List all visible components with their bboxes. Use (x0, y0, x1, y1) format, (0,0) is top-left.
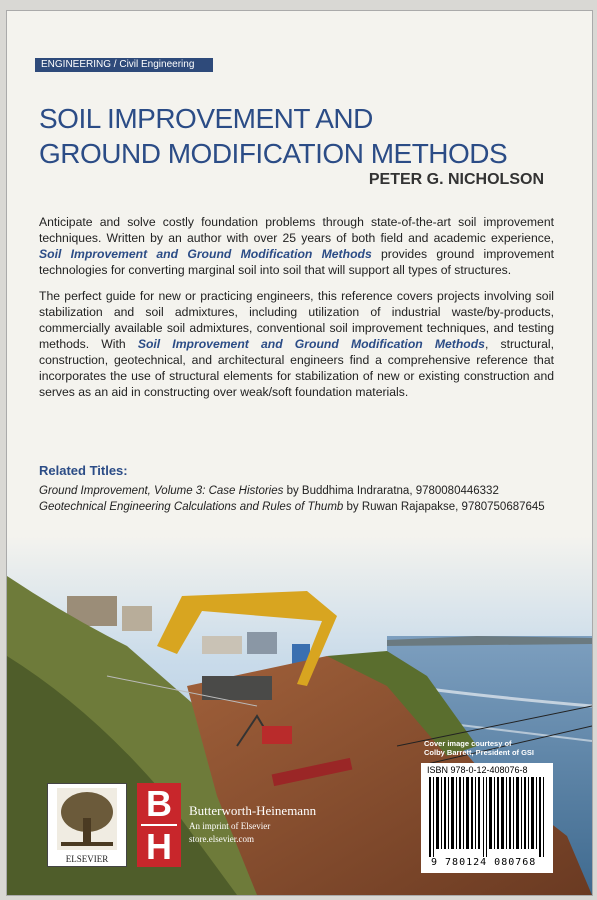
related-titles-list (39, 483, 579, 515)
elsevier-tree-icon (57, 788, 117, 850)
related-title-name: Ground Improvement, Volume 3: Case Histories (39, 485, 284, 497)
para1-text-a: Anticipate and solve costly foundation problems through state-of-the-art soil improvement techniques. Written by an author with over 25 years of both field and academic experience, (39, 215, 554, 245)
barcode-panel (421, 763, 553, 873)
related-title-name: Geotechnical Engineering Calculations and Rules of Thumb (39, 501, 344, 513)
credit-line-2: Colby Barrett, President of GSI (424, 748, 535, 757)
elsevier-logo (47, 783, 127, 867)
isbn-label: ISBN 978-0-12-408076-8 (427, 765, 528, 775)
related-title-author: by Buddhima Indraratna, 9780080446332 (283, 485, 499, 497)
title-line2: GROUND MODIFICATION METHODS (39, 138, 508, 169)
related-titles-heading: Related Titles: (39, 463, 128, 478)
title-line1-light: AND (309, 103, 373, 134)
publisher-imprint: An imprint of Elsevier (189, 821, 271, 831)
isbn-digits: 9 780124 080768 (431, 857, 537, 868)
elsevier-wordmark: ELSEVIER (65, 854, 109, 864)
credit-line-1: Cover image courtesy of (424, 739, 512, 748)
title-line1-bold: SOIL IMPROVEMENT (39, 103, 310, 134)
cover-image-credit (424, 739, 534, 757)
para2-text-b: , structural, construction, geotechnical, and architectural engineers find a comprehensive reference that incorporates the use of structural elements for stabilization of new or existing construction and serves as an aid in constructing over weak/soft foundation materials. (39, 337, 555, 399)
publisher-name: Butterworth-Heinemann (189, 803, 317, 818)
description (39, 214, 554, 410)
category-band: ENGINEERING / Civil Engineering (35, 58, 213, 72)
para2-text-a: The perfect guide for new or practicing engineers, this reference covers projects involving soil stabilization and soil admixtures, including utilization of industrial waste/by-products, commercially available soil admixtures, conventional soil improvement techniques, and testing methods. With (39, 289, 554, 351)
related-title-item (39, 499, 579, 515)
barcode-icon (429, 777, 545, 857)
publisher-website: store.elsevier.com (189, 834, 254, 844)
related-title-author: by Ruwan Rajapakse, 9780750687645 (343, 501, 545, 513)
description-paragraph-2 (39, 288, 554, 400)
butterworth-heinemann-logo (137, 783, 181, 867)
para1-title-emphasis: Soil Improvement and Ground Modification Methods (39, 247, 372, 261)
description-paragraph-1 (39, 214, 554, 278)
para1-text-b: provides ground improvement technologies for converting marginal soil into soil that will support all types of structures. (39, 247, 554, 277)
bh-letter-h: H (146, 826, 172, 867)
bh-letter-b: B (146, 783, 172, 824)
book-title (39, 101, 507, 171)
para2-title-emphasis: Soil Improvement and Ground Modification Methods (137, 337, 485, 351)
author-name: PETER G. NICHOLSON (368, 171, 544, 188)
book-back-cover (6, 10, 593, 896)
publisher-info (189, 803, 316, 845)
related-title-item (39, 483, 579, 499)
